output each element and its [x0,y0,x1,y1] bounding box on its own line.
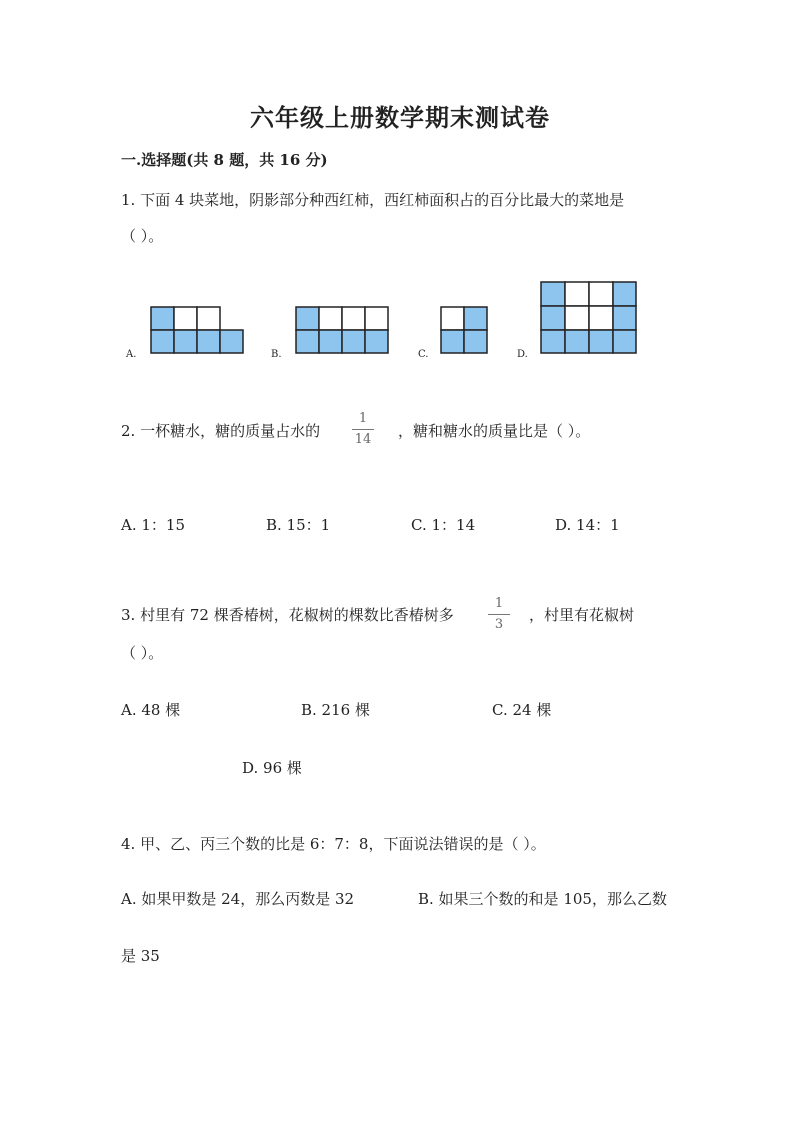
question-2-text-before: 2. 一杯糖水，糖的质量占水的 [121,422,321,440]
question-4-option-a: A. 如果甲数是 24，那么丙数是 32 [121,890,355,908]
page-title: 六年级上册数学期末测试卷 [250,103,550,132]
question-1-figures [0,280,800,370]
question-2-option-b: B. 15：1 [266,516,331,534]
fraction-denominator: 14 [354,432,372,447]
question-3-fraction [484,597,514,632]
question-4-option-b-continued: 是 35 [121,947,160,965]
question-3-option-c: C. 24 棵 [492,701,552,719]
figure-d-label: D. [517,349,528,360]
question-3-option-b: B. 216 棵 [301,701,370,719]
question-2-fraction [348,412,378,447]
fraction-denominator: 3 [494,617,504,632]
fraction-bar [352,429,374,430]
question-3-blank: （ ）。 [121,644,164,662]
figure-c [441,307,487,353]
figure-a-label: A. [126,349,137,360]
figure-d [541,282,636,353]
figure-c-label: C. [418,349,429,360]
question-3-option-d: D. 96 棵 [242,759,302,777]
question-2-option-a: A. 1：15 [121,516,185,534]
question-2-text-after: ，糖和糖水的质量比是（ ）。 [398,422,591,440]
fraction-bar [488,614,510,615]
question-1-text: 1. 下面 4 块菜地，阴影部分种西红柿，西红柿面积占的百分比最大的菜地是 [121,191,625,209]
figure-a [151,307,243,353]
question-2-option-c: C. 1：14 [411,516,476,534]
question-3-option-a: A. 48 棵 [121,701,181,719]
fraction-numerator: 1 [358,411,368,426]
question-4-text: 4. 甲、乙、丙三个数的比是 6：7：8，下面说法错误的是（ ）。 [121,835,546,853]
question-3-text-before: 3. 村里有 72 棵香椿树，花椒树的棵数比香椿树多 [121,606,454,624]
question-1-blank: （ ）。 [121,227,164,245]
fraction-numerator: 1 [494,596,504,611]
question-3-text-after: ，村里有花椒树 [529,606,635,624]
section-heading: 一.选择题(共 8 题，共 16 分) [121,151,328,169]
figure-b-label: B. [271,349,282,360]
figure-b [296,307,388,353]
question-2-option-d: D. 14：1 [555,516,620,534]
question-4-option-b: B. 如果三个数的和是 105，那么乙数 [418,890,667,908]
